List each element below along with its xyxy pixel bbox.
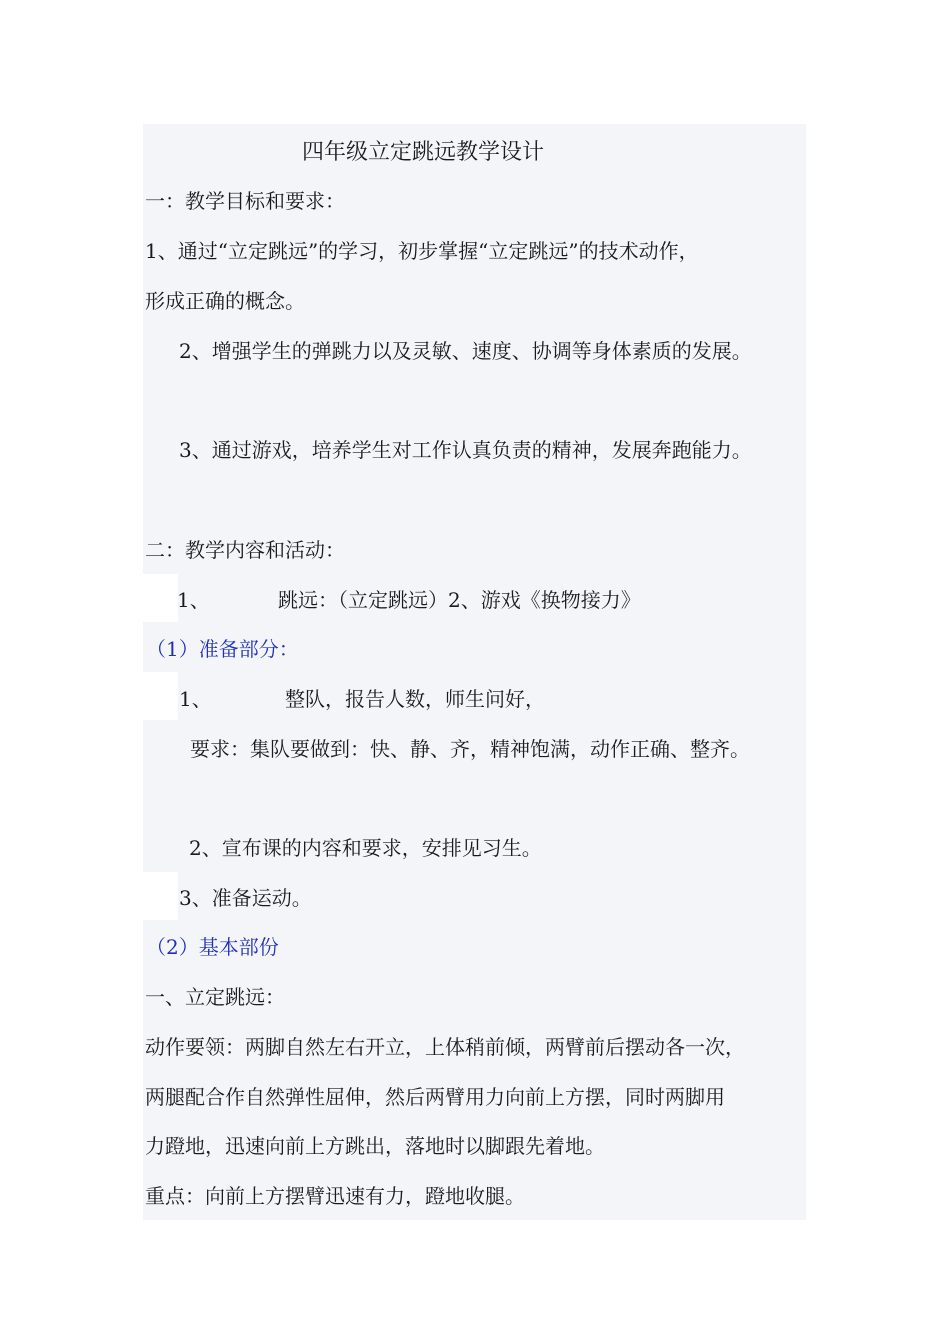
essentials-line-2: 两腿配合作自然弹性屈伸，然后两臂用力向前上方摆，同时两脚用 (145, 1085, 725, 1109)
indent-gap (143, 574, 178, 622)
indent-gap (143, 872, 178, 920)
prep-item-3: 3、准备运动。 (179, 886, 312, 910)
section-heading-content: 二：教学内容和活动： (145, 538, 345, 562)
prep-item-1-text: 整队，报告人数，师生问好， (285, 687, 545, 711)
essentials-line-1: 动作要领：两脚自然左右开立，上体稍前倾，两臂前后摆动各一次， (145, 1035, 745, 1059)
key-point: 重点：向前上方摆臂迅速有力，蹬地收腿。 (145, 1184, 525, 1208)
prep-item-1-requirement: 要求：集队要做到：快、静、齐，精神饱满，动作正确、整齐。 (190, 737, 750, 761)
prep-item-2: 2、宣布课的内容和要求，安排见习生。 (189, 836, 542, 860)
basic-part-heading: （2）基本部份 (146, 935, 279, 959)
goal-1-line-1: 1、通过“立定跳远”的学习，初步掌握“立定跳远”的技术动作， (145, 239, 699, 263)
essentials-line-3: 力蹬地，迅速向前上方跳出，落地时以脚跟先着地。 (145, 1134, 605, 1158)
goal-3: 3、通过游戏，培养学生对工作认真负责的精神，发展奔跑能力。 (179, 438, 752, 462)
section-heading-goals: 一：教学目标和要求： (145, 189, 345, 213)
goal-1-line-2: 形成正确的概念。 (145, 289, 305, 313)
preparation-heading: （1）准备部分： (146, 637, 299, 661)
indent-gap (143, 672, 178, 720)
prep-item-1-number: 1、 (179, 687, 212, 711)
goal-2: 2、增强学生的弹跳力以及灵敏、速度、协调等身体素质的发展。 (179, 339, 752, 363)
basic-item-1-heading: 一、立定跳远： (145, 985, 285, 1009)
content-item-text: 跳远：（立定跳远）2、游戏《换物接力》 (278, 588, 641, 612)
document-title: 四年级立定跳远教学设计 (302, 140, 545, 165)
content-item-number: 1、 (177, 588, 210, 612)
